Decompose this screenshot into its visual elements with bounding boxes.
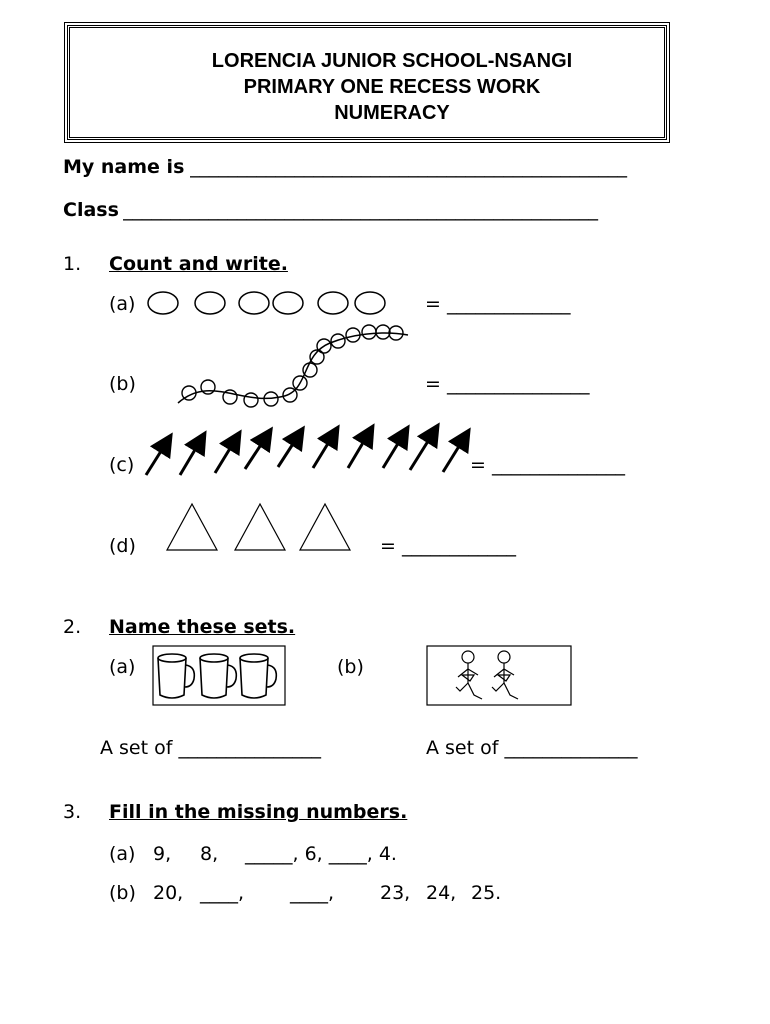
q1a-label: (a) [109, 293, 136, 315]
q2b-answer[interactable]: A set of ______________ [426, 737, 638, 759]
bead [244, 393, 258, 407]
cups-icon [152, 645, 286, 707]
q3b-item: 24, [426, 882, 457, 904]
q1b-label: (b) [109, 373, 136, 395]
q2-title: Name these sets. [109, 616, 296, 638]
cup [200, 654, 236, 698]
q2a-label: (a) [109, 656, 136, 678]
arrow [180, 438, 202, 475]
arrow [410, 430, 435, 470]
q1b-answer[interactable]: = _______________ [425, 373, 590, 395]
bead [223, 390, 237, 404]
subject-title: NUMERACY [334, 102, 450, 124]
ovals-icon [145, 290, 390, 316]
q3a-label: (a) [109, 843, 136, 865]
school-name: LORENCIA JUNIOR SCHOOL-NSANGI [211, 50, 573, 72]
q3b-label: (b) [109, 882, 136, 904]
q3a-blanks[interactable]: _____, 6, ____, 4. [245, 843, 397, 865]
cup [158, 654, 194, 698]
oval [355, 292, 385, 314]
oval [239, 292, 269, 314]
q3a-item: 9, [153, 843, 172, 865]
q1c-answer[interactable]: = ______________ [470, 454, 625, 476]
triangle [235, 504, 285, 550]
arrow [348, 431, 370, 468]
q1-title: Count and write. [109, 253, 288, 275]
q3-number: 3. [63, 801, 82, 823]
arrows-icon [140, 425, 480, 480]
bead [283, 388, 297, 402]
name-blank[interactable]: ______________________________________________ [190, 156, 627, 178]
q1c-label: (c) [109, 454, 135, 476]
q1d-answer[interactable]: = ____________ [380, 535, 516, 557]
class-work-title: PRIMARY ONE RECESS WORK [243, 76, 541, 98]
q3a-item: 8, [200, 843, 219, 865]
oval [195, 292, 225, 314]
arrow [443, 435, 466, 472]
stick-figure [492, 651, 518, 699]
triangle [300, 504, 350, 550]
q2b-label: (b) [337, 656, 364, 678]
arrow [245, 434, 268, 469]
q1-number: 1. [63, 253, 82, 275]
bead [303, 363, 317, 377]
q3b-item: 20, [153, 882, 184, 904]
bead [201, 380, 215, 394]
arrow [383, 432, 405, 468]
bead [331, 334, 345, 348]
oval [318, 292, 348, 314]
q3b-item: 25. [471, 882, 502, 904]
q3b-blank[interactable]: ____, [290, 882, 335, 904]
stick-figure [456, 651, 482, 699]
class-label: Class [63, 199, 119, 221]
q2-number: 2. [63, 616, 82, 638]
cup [240, 654, 276, 698]
bead [362, 325, 376, 339]
q1a-answer[interactable]: = _____________ [425, 293, 571, 315]
arrow [146, 440, 168, 475]
triangle [167, 504, 217, 550]
q2a-answer[interactable]: A set of _______________ [100, 737, 321, 759]
q3b-blank[interactable]: ____, [200, 882, 245, 904]
arrow [313, 432, 335, 468]
name-label: My name is [63, 156, 185, 178]
oval [148, 292, 178, 314]
q3-title: Fill in the missing numbers. [109, 801, 408, 823]
triangles-icon [165, 502, 355, 554]
oval [273, 292, 303, 314]
q3b-item: 23, [380, 882, 411, 904]
q1d-label: (d) [109, 535, 136, 557]
arrow [215, 437, 237, 473]
stick-figures-icon [426, 645, 572, 707]
class-blank[interactable]: __________________________________________________ [123, 199, 598, 221]
bead [376, 325, 390, 339]
beads-icon [170, 315, 415, 415]
arrow [278, 433, 300, 467]
